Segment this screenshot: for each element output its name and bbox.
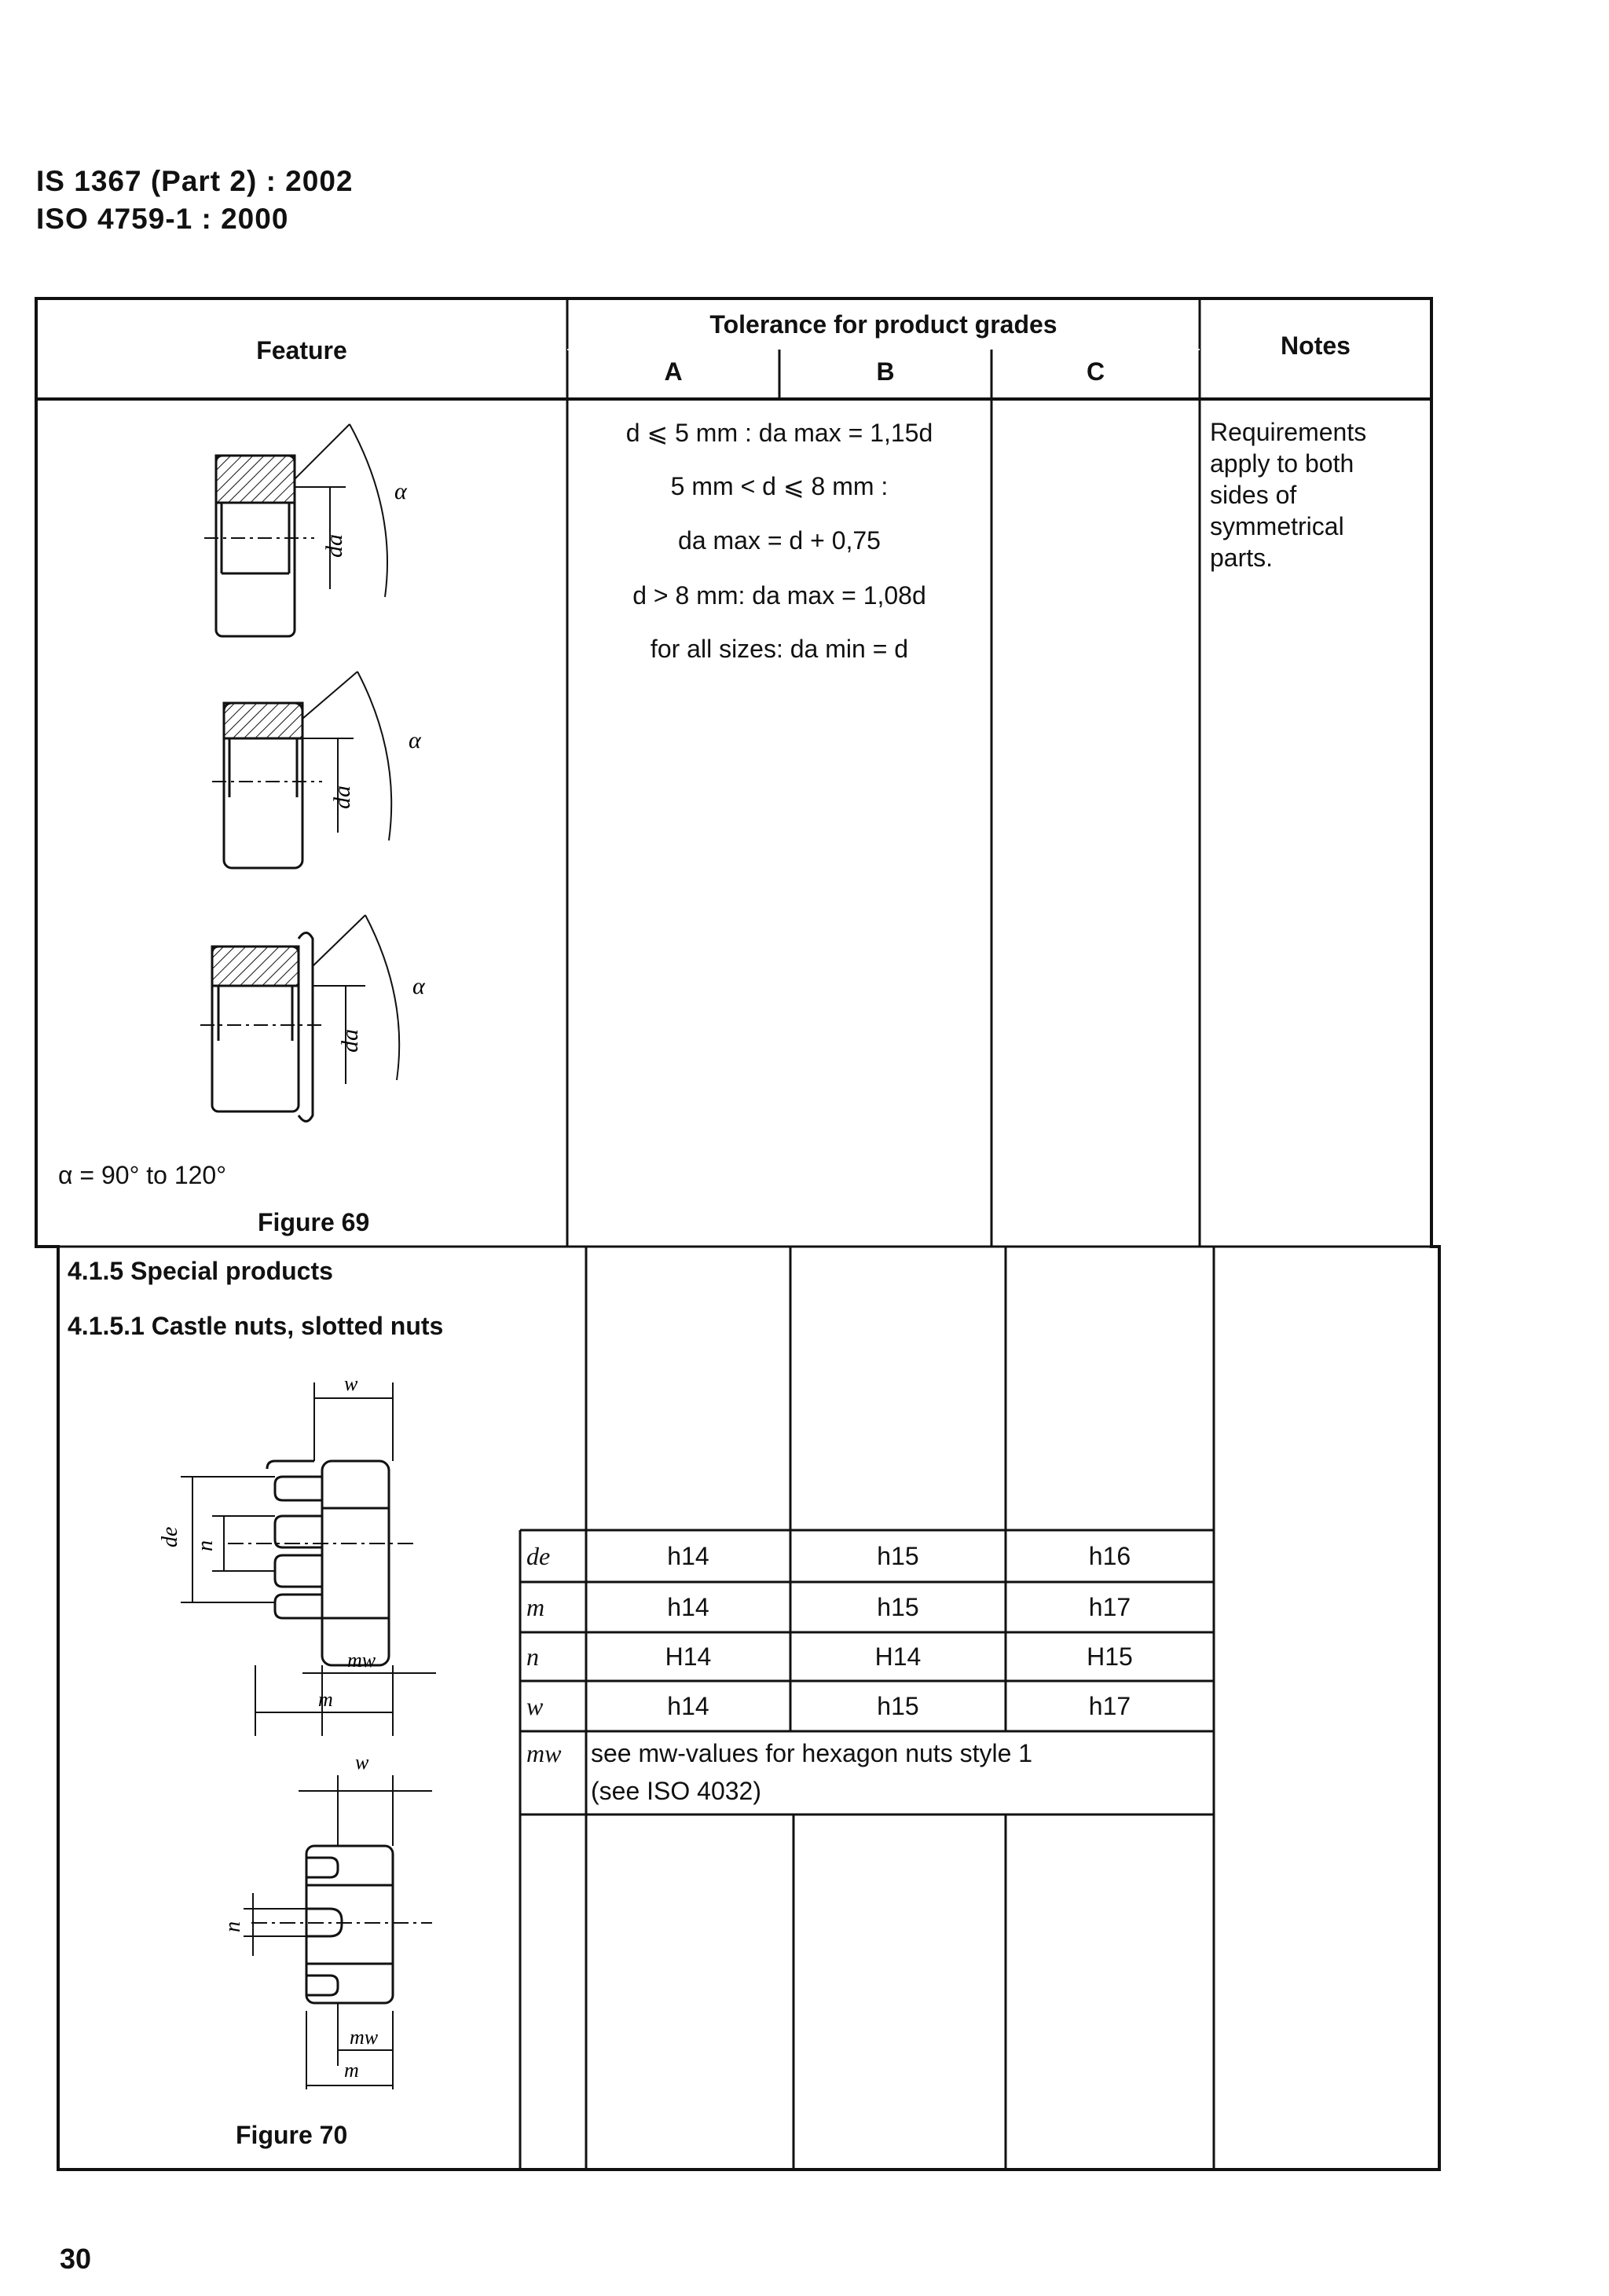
- symbol-mw: mw: [526, 1739, 562, 1767]
- figure-70-caption: Figure 70: [236, 2121, 348, 2149]
- grade-c-header: C: [1086, 357, 1105, 386]
- formula-all-sizes: for all sizes: da min = d: [650, 635, 909, 663]
- w-grade-b: h15: [877, 1692, 919, 1720]
- m-grade-a: h14: [667, 1593, 709, 1621]
- castle-nut-drawing: [134, 1367, 448, 1736]
- alpha-range-note: α = 90° to 120°: [58, 1161, 227, 1189]
- n-grade-b: H14: [874, 1642, 922, 1671]
- symbol-m: m: [526, 1593, 545, 1621]
- w-grade-c: h17: [1088, 1692, 1131, 1720]
- formula-mid-size: da max = d + 0,75: [678, 526, 881, 555]
- w-label: w: [355, 1752, 369, 1774]
- slotted-nut-drawing: [204, 1752, 464, 2089]
- page-number: 30: [60, 2243, 92, 2275]
- grade-b-header: B: [876, 357, 895, 386]
- mw-label: mw: [347, 1649, 376, 1672]
- w-grade-a: h14: [667, 1692, 709, 1720]
- mw-label: mw: [350, 2026, 379, 2049]
- da-label: da: [337, 1029, 363, 1053]
- section-heading: 4.1.5 Special products: [68, 1257, 333, 1285]
- note-line: parts.: [1210, 544, 1274, 572]
- w-label: w: [344, 1372, 358, 1395]
- da-label: da: [321, 534, 347, 558]
- flange-nut-drawing: [189, 903, 471, 1139]
- n-label: n: [221, 1921, 245, 1932]
- symbol-w: w: [526, 1692, 544, 1720]
- nut-chamfer-drawing-1: [189, 408, 471, 660]
- m-grade-c: h17: [1088, 1593, 1131, 1621]
- alpha-label: α: [394, 478, 407, 504]
- grade-a-header: A: [664, 357, 683, 386]
- nut-chamfer-drawing-2: [189, 660, 471, 895]
- subsection-heading: 4.1.5.1 Castle nuts, slotted nuts: [68, 1312, 444, 1340]
- symbol-de: de: [526, 1542, 551, 1570]
- alpha-label: α: [412, 973, 425, 999]
- mw-note-line-1: see mw-values for hexagon nuts style 1: [591, 1739, 1033, 1767]
- note-line: Requirements: [1210, 418, 1367, 446]
- m-label: m: [318, 1688, 333, 1711]
- de-grade-c: h16: [1088, 1542, 1131, 1570]
- note-line: sides of: [1210, 481, 1297, 509]
- standard-id-is: IS 1367 (Part 2) : 2002: [36, 165, 354, 197]
- feature-column-header: Feature: [256, 336, 347, 364]
- de-grade-b: h15: [877, 1542, 919, 1570]
- standard-id-iso: ISO 4759-1 : 2000: [36, 203, 289, 235]
- notes-column-header: Notes: [1281, 331, 1351, 360]
- formula-large-size: d > 8 mm: da max = 1,08d: [632, 581, 926, 610]
- m-grade-b: h15: [877, 1593, 919, 1621]
- note-line: apply to both: [1210, 449, 1354, 478]
- alpha-label: α: [409, 727, 421, 753]
- formula-mid-size-range: 5 mm < d ⩽ 8 mm :: [670, 472, 889, 500]
- formula-small-size: d ⩽ 5 mm : da max = 1,15d: [625, 419, 933, 447]
- figure-69-caption: Figure 69: [258, 1208, 370, 1236]
- m-label: m: [344, 2059, 359, 2082]
- tolerance-column-header: Tolerance for product grades: [709, 310, 1057, 339]
- n-grade-a: H14: [665, 1642, 712, 1671]
- de-grade-a: h14: [667, 1542, 709, 1570]
- de-label: de: [158, 1526, 182, 1547]
- notes-text: [1210, 416, 1366, 573]
- da-label: da: [329, 785, 355, 809]
- n-grade-c: H15: [1087, 1642, 1133, 1671]
- symbol-n: n: [526, 1642, 539, 1671]
- mw-note-line-2: (see ISO 4032): [591, 1777, 761, 1805]
- n-label: n: [193, 1540, 218, 1551]
- note-line: symmetrical: [1210, 512, 1344, 540]
